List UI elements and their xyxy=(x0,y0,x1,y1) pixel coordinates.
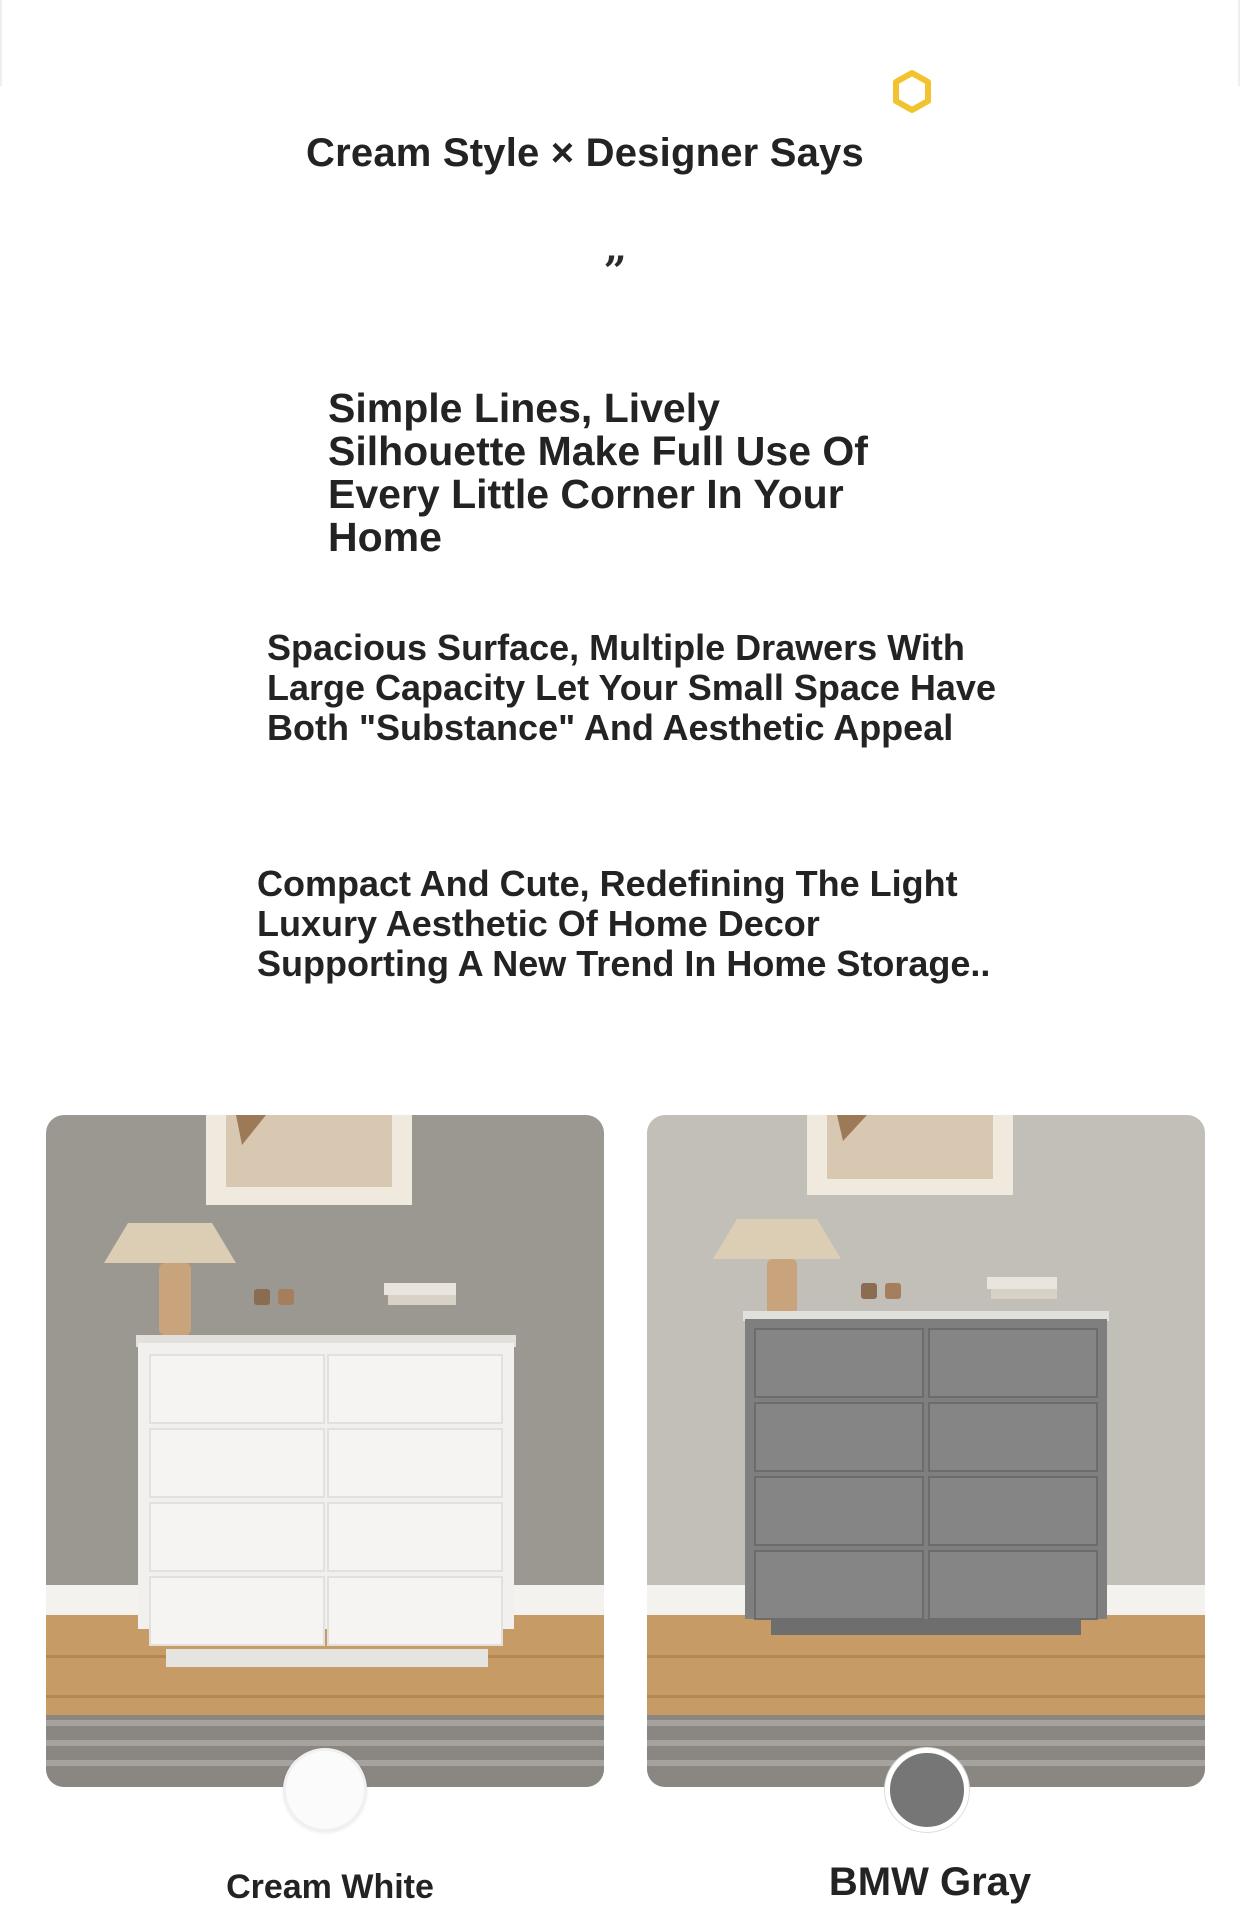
paragraph-design: Simple Lines, Lively Silhouette Make Full Use Of Every Little Corner In Your Home xyxy=(328,385,868,560)
color-label-cream-white[interactable]: Cream White xyxy=(226,1868,434,1906)
paragraph-style: Compact And Cute, Redefining The Light Luxury Aesthetic Of Home Decor Supporting A New Trend In Home Storage.. xyxy=(257,863,991,984)
product-image-cream-white[interactable] xyxy=(46,1115,604,1787)
product-image-bmw-gray[interactable] xyxy=(647,1115,1205,1787)
paragraph-capacity: Spacious Surface, Multiple Drawers With Large Capacity Let Your Small Space Have Both "Substance" And Aesthetic Appeal xyxy=(267,627,996,748)
section-heading: Cream Style × Designer Says xyxy=(306,130,864,175)
color-swatch-cream-white[interactable] xyxy=(283,1748,367,1832)
color-swatch-bmw-gray[interactable] xyxy=(885,1748,969,1832)
dresser-illustration xyxy=(46,1115,604,1787)
hexagon-icon xyxy=(888,68,936,116)
dresser-illustration xyxy=(647,1115,1205,1787)
color-label-bmw-gray[interactable]: BMW Gray xyxy=(828,1860,1032,1904)
page-edge-left xyxy=(0,0,2,86)
quote-mark: ” xyxy=(603,248,627,295)
